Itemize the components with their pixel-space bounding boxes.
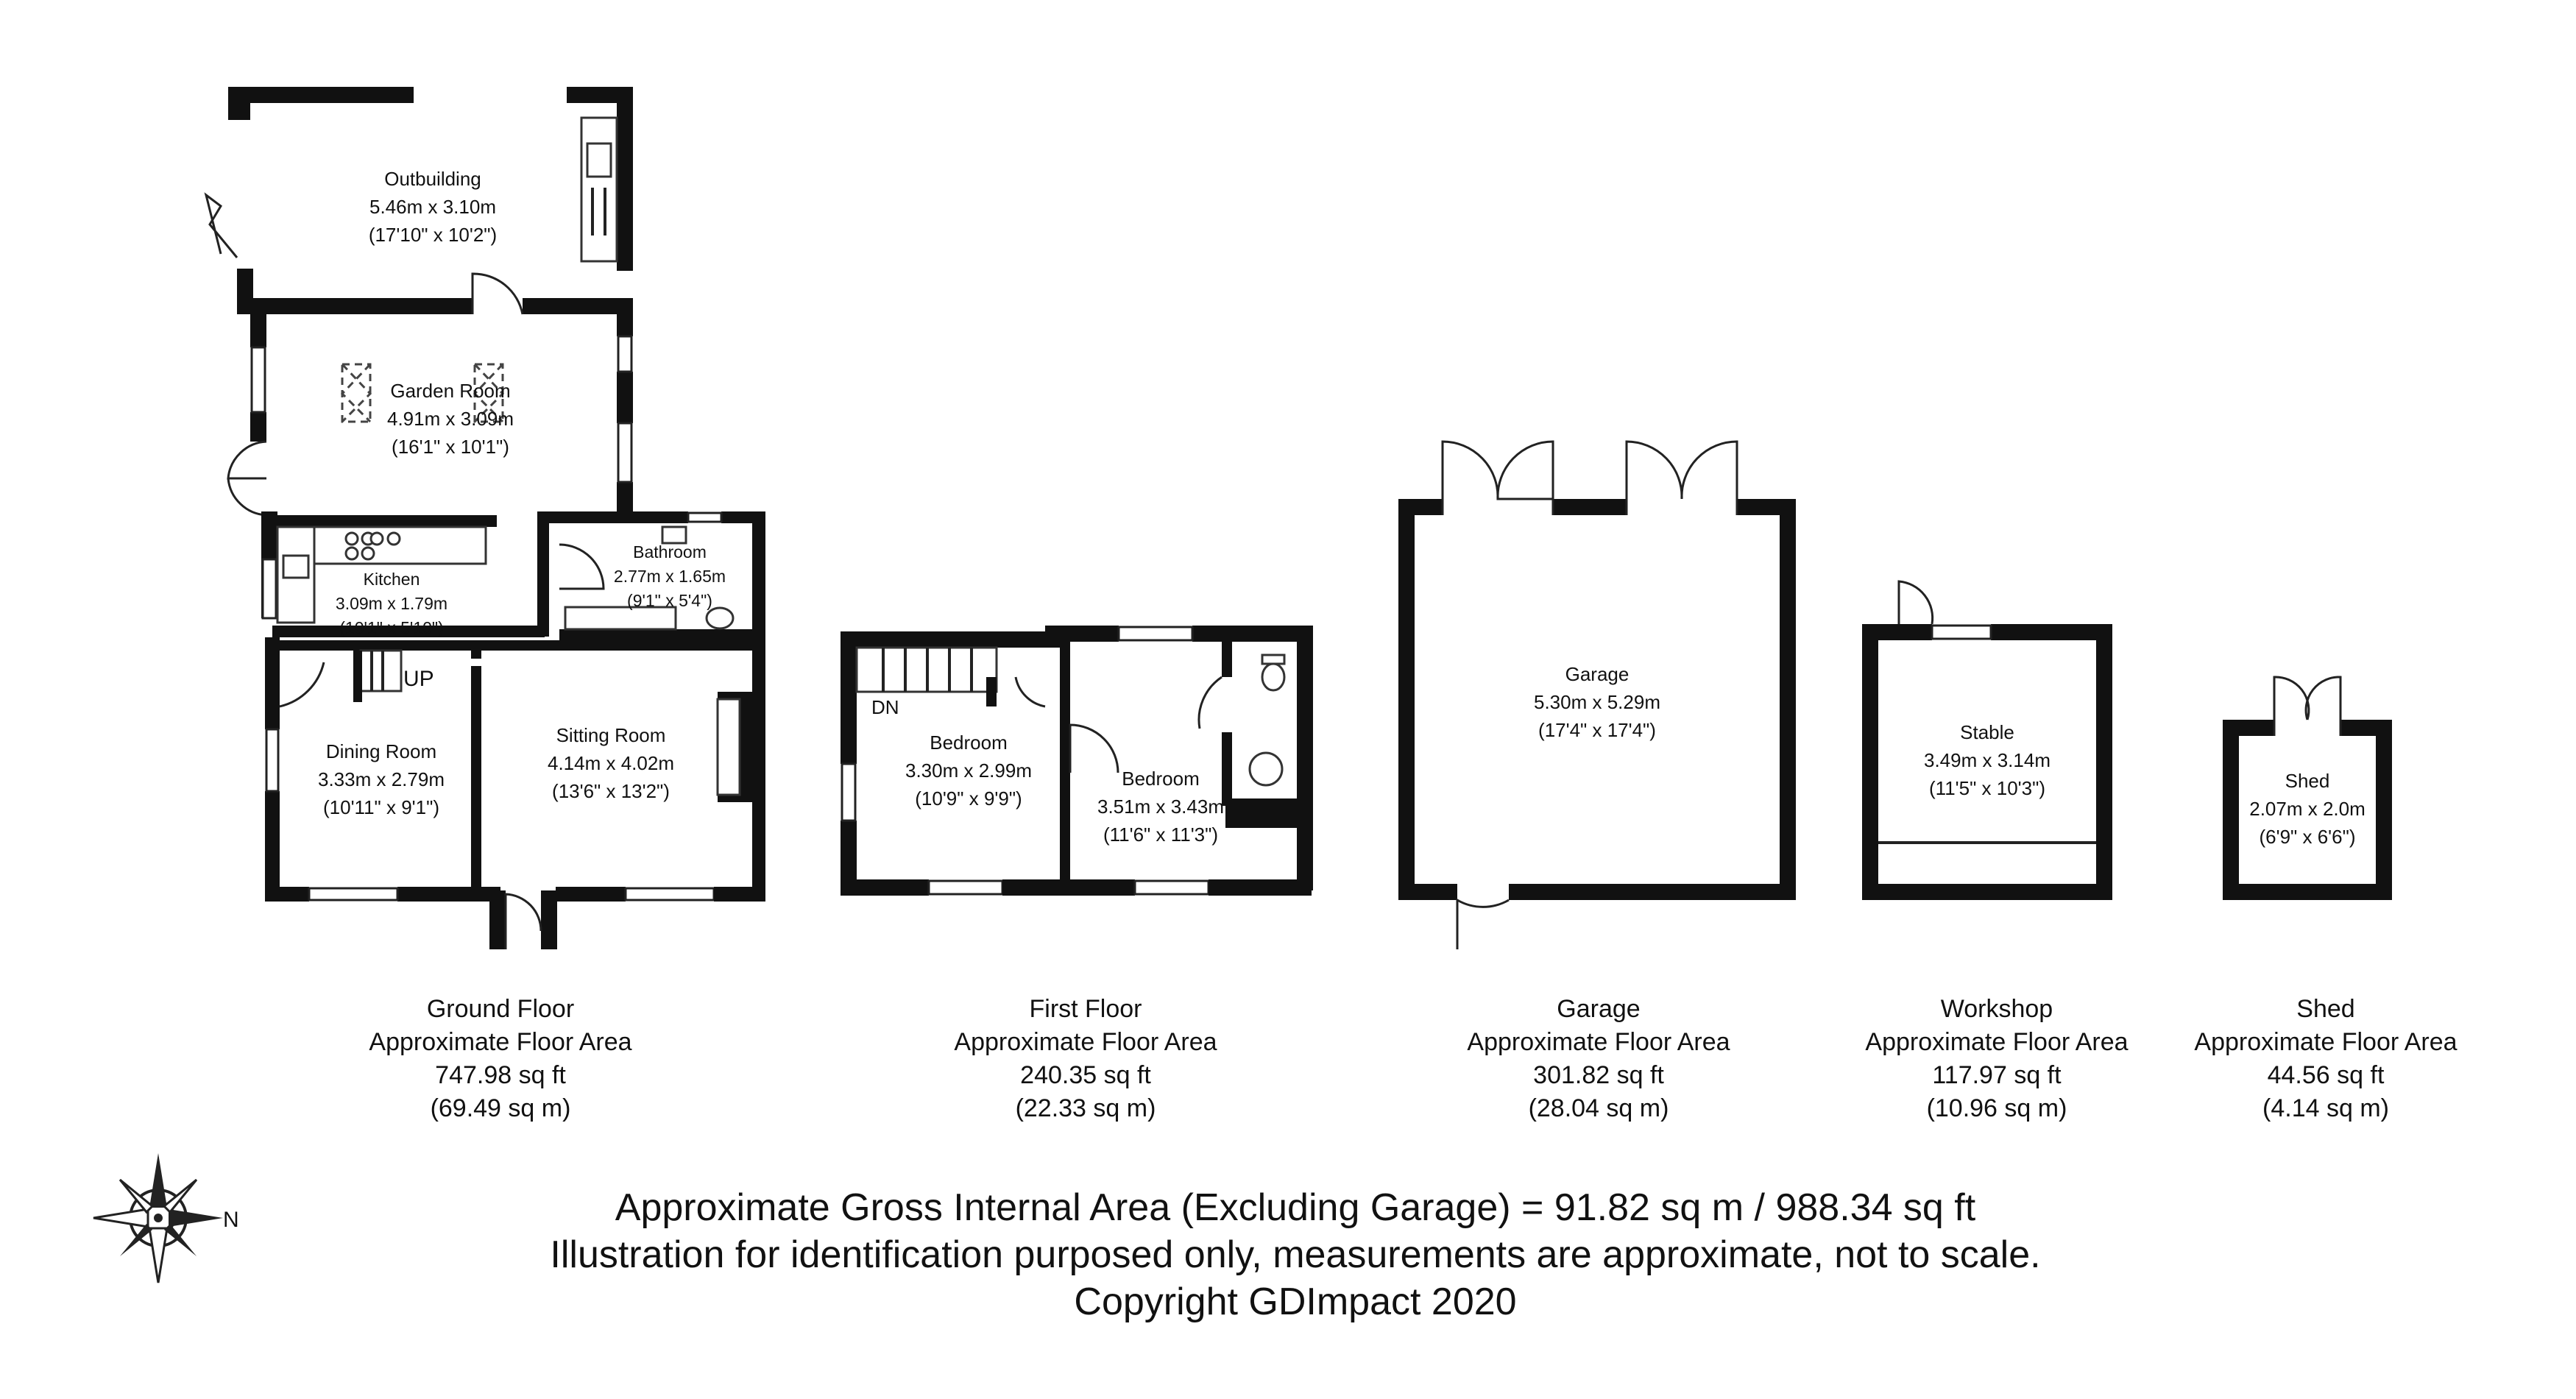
area-sqm: (28.04 sq m) [1528, 1094, 1669, 1122]
bedroom-2-name: Bedroom [1122, 768, 1200, 790]
bedroom-1-imperial: (10'9" x 9'9") [915, 787, 1022, 810]
area-title: First Floor [1029, 995, 1142, 1023]
garage-metric: 5.30m x 5.29m [1534, 691, 1660, 713]
area-first-floor [954, 995, 1217, 1122]
dining-room-imperial: (10'11" x 9'1") [323, 796, 439, 818]
garden-room-name: Garden Room [390, 380, 511, 402]
sitting-room-metric: 4.14m x 4.02m [548, 752, 674, 774]
dining-room-name: Dining Room [325, 740, 437, 762]
garage-imperial: (17'4" x 17'4") [1538, 719, 1656, 741]
area-sqm: (10.96 sq m) [1926, 1094, 2067, 1122]
compass-rose-icon [93, 1153, 239, 1283]
area-title: Ground Floor [426, 995, 575, 1023]
stairs-down-label: DN [871, 696, 899, 718]
kitchen-metric: 3.09m x 1.79m [335, 594, 448, 613]
bedroom-2-imperial: (11'6" x 11'3") [1103, 824, 1219, 846]
shed-name: Shed [2285, 770, 2330, 792]
floor-area-summaries [369, 995, 2457, 1122]
area-sqft: 117.97 sq ft [1932, 1061, 2062, 1089]
area-subtitle: Approximate Floor Area [1865, 1028, 2129, 1056]
bathroom-metric: 2.77m x 1.65m [613, 567, 726, 586]
area-title: Workshop [1940, 995, 2053, 1023]
disclaimer: Illustration for identification purposed only, measurements are approximate, not to scale. [550, 1233, 2041, 1276]
bedroom-1-name: Bedroom [930, 732, 1008, 754]
gross-internal-area: Approximate Gross Internal Area (Excluding Garage) = 91.82 sq m / 988.34 sq ft [615, 1186, 1976, 1229]
area-sqft: 747.98 sq ft [435, 1061, 566, 1089]
copyright: Copyright GDImpact 2020 [1074, 1281, 1517, 1323]
area-sqft: 240.35 sq ft [1020, 1061, 1151, 1089]
area-title: Garage [1557, 995, 1641, 1023]
bedroom-2-metric: 3.51m x 3.43m [1097, 796, 1224, 818]
stable-name: Stable [1960, 721, 2014, 743]
shed-imperial: (6'9" x 6'6") [2259, 826, 2356, 848]
garden-room-metric: 4.91m x 3.09m [387, 408, 514, 430]
kitchen-name: Kitchen [363, 570, 420, 589]
outbuilding-imperial: (17'10" x 10'2") [368, 224, 498, 246]
area-sqm: (69.49 sq m) [430, 1094, 571, 1122]
dining-room-metric: 3.33m x 2.79m [318, 768, 445, 790]
area-subtitle: Approximate Floor Area [954, 1028, 1217, 1056]
bifold-door-icon [206, 195, 237, 258]
compass-north-label: N [223, 1208, 239, 1232]
area-subtitle: Approximate Floor Area [1467, 1028, 1730, 1056]
shed-metric: 2.07m x 2.0m [2249, 798, 2366, 820]
stable-metric: 3.49m x 3.14m [1924, 749, 2050, 771]
stable-imperial: (11'5" x 10'3") [1929, 777, 2045, 799]
stairs-up-label: UP [403, 667, 434, 691]
bathroom-name: Bathroom [633, 542, 707, 562]
area-sqft: 44.56 sq ft [2267, 1061, 2385, 1089]
area-title: Shed [2296, 995, 2355, 1023]
bedroom-1-metric: 3.30m x 2.99m [905, 759, 1032, 782]
garden-room-imperial: (16'1" x 10'1") [392, 436, 509, 458]
outbuilding-name: Outbuilding [384, 168, 481, 190]
area-sqm: (22.33 sq m) [1015, 1094, 1156, 1122]
area-sqm: (4.14 sq m) [2262, 1094, 2389, 1122]
area-subtitle: Approximate Floor Area [369, 1028, 632, 1056]
bathroom-imperial: (9'1" x 5'4") [627, 591, 712, 610]
outbuilding-metric: 5.46m x 3.10m [369, 196, 496, 218]
area-sqft: 301.82 sq ft [1533, 1061, 1664, 1089]
garage-name: Garage [1565, 663, 1630, 685]
kitchen-imperial: (10'1" x 5'10") [339, 618, 444, 637]
sitting-room-name: Sitting Room [556, 724, 666, 746]
footer-notes [550, 1186, 2040, 1323]
sitting-room-imperial: (13'6" x 13'2") [552, 780, 670, 802]
area-shed [2194, 995, 2457, 1122]
area-garage [1467, 995, 1730, 1122]
area-workshop [1865, 995, 2128, 1122]
area-subtitle: Approximate Floor Area [2194, 1028, 2458, 1056]
area-ground-floor [369, 995, 631, 1122]
